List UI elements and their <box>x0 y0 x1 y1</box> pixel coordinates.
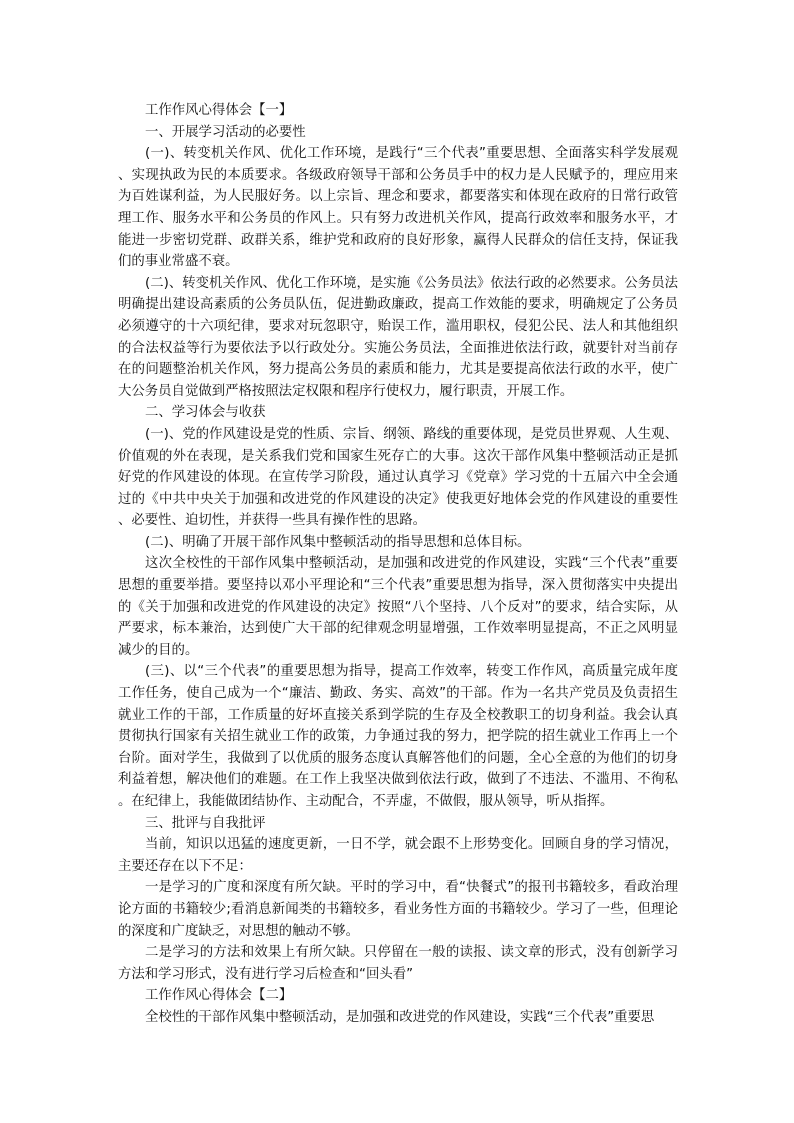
document-page <box>118 100 678 1029</box>
section-heading: 三、批评与自我批评 <box>145 815 266 831</box>
section-heading: 二、学习体会与收获 <box>145 405 266 421</box>
section-title: 工作作风心得体会【二】 <box>145 988 293 1004</box>
section-heading: 一、开展学习活动的必要性 <box>145 124 306 140</box>
paragraph: 当前，知识以迅猛的速度更新，一日不学，就会跟不上形势变化。回顾自身的学习情况，主要还存在以下不足： <box>118 837 678 874</box>
paragraph: 二是学习的方法和效果上有所欠缺。只停留在一般的读报、读文章的形式，没有创新学习方法和学习形式，没有进行学习后检查和“回头看” <box>118 945 678 982</box>
paragraph: (一)、转变机关作风、优化工作环境，是践行“三个代表”重要思想、全面落实科学发展观、实现执政为民的本质要求。各级政府领导干部和公务员手中的权力是人民赋予的，理应用来为百姓谋利益，为人民服好务。以上宗旨、理念和要求，都要落实和体现在政府的日常行政管理工作、服务水平和公务员的作风上。只有努力改进机关作风，提高行政效率和服务水平，才能进一步密切党群、政群关系，维护党和政府的良好形象，赢得人民群众的信任支持，保证我们的事业常盛不衰。 <box>118 146 678 270</box>
paragraph: (二)、明确了开展干部作风集中整顿活动的指导思想和总体目标。 <box>145 534 531 550</box>
paragraph: (二)、转变机关作风、优化工作环境，是实施《公务员法》依法行政的必然要求。公务员法明确提出建设高素质的公务员队伍，促进勤政廉政，提高工作效能的要求，明确规定了公务员必须遵守的十六项纪律，要求对玩忽职守，贻误工作，滥用职权，侵犯公民、法人和其他组织的合法权益等行为要依法予以行政处分。实施公务员法，全面推进依法行政，就要针对当前存在的问题整治机关作风，努力提高公务员的素质和能力，尤其是要提高依法行政的水平，使广大公务员自觉做到严格按照法定权限和程序行使权力，履行职责，开展工作。 <box>118 275 678 399</box>
paragraph: (一)、党的作风建设是党的性质、宗旨、纲领、路线的重要体现，是党员世界观、人生观、价值观的外在表现，是关系我们党和国家生死存亡的大事。这次干部作风集中整顿活动正是抓好党的作风建设的体现。在宣传学习阶段，通过认真学习《党章》学习党的十五届六中全会通过的《中共中央关于加强和改进党的作风建设的决定》使我更好地体会党的作风建设的重要性、必要性、迫切性，并获得一些具有操作性的思路。 <box>118 426 678 529</box>
paragraph: 这次全校性的干部作风集中整顿活动，是加强和改进党的作风建设，实践“三个代表”重要思想的重要举措。要坚持以邓小平理论和“三个代表”重要思想为指导，深入贯彻落实中央提出的《关于加强和改进党的作风建设的决定》按照“八个坚持、八个反对”的要求，结合实际，从严要求，标本兼治，达到使广大干部的纪律观念明显增强，工作效率明显提高，不正之风明显减少的目的。 <box>118 556 678 658</box>
paragraph: 一是学习的广度和深度有所欠缺。平时的学习中，看“快餐式”的报刊书籍较多，看政治理论方面的书籍较少;看消息新闻类的书籍较多，看业务性方面的书籍较少。学习了一些，但理论的深度和广度缺乏，对思想的触动不够。 <box>118 880 678 939</box>
paragraph: (三)、以“三个代表”的重要思想为指导，提高工作效率，转变工作作风，高质量完成年度工作任务，使自己成为一个“廉洁、勤政、务实、高效”的干部。作为一名共产党员及负责招生就业工作的干部，工作质量的好坏直接关系到学院的生存及全校教职工的切身利益。我会认真贯彻执行国家有关招生就业工作的政策，力争通过我的努力，把学院的招生就业工作再上一个台阶。面对学生，我做到了以优质的服务态度认真解答他们的问题，全心全意的为他们的切身利益着想，解决他们的难题。在工作上我坚决做到依法行政，做到了不违法、不滥用、不徇私。在纪律上，我能做团结协作、主动配合，不弄虚，不做假，服从领导，听从指挥。 <box>118 664 678 809</box>
paragraph: 全校性的干部作风集中整顿活动，是加强和改进党的作风建设，实践“三个代表”重要思 <box>145 1009 655 1025</box>
section-title: 工作作风心得体会【一】 <box>145 103 293 118</box>
